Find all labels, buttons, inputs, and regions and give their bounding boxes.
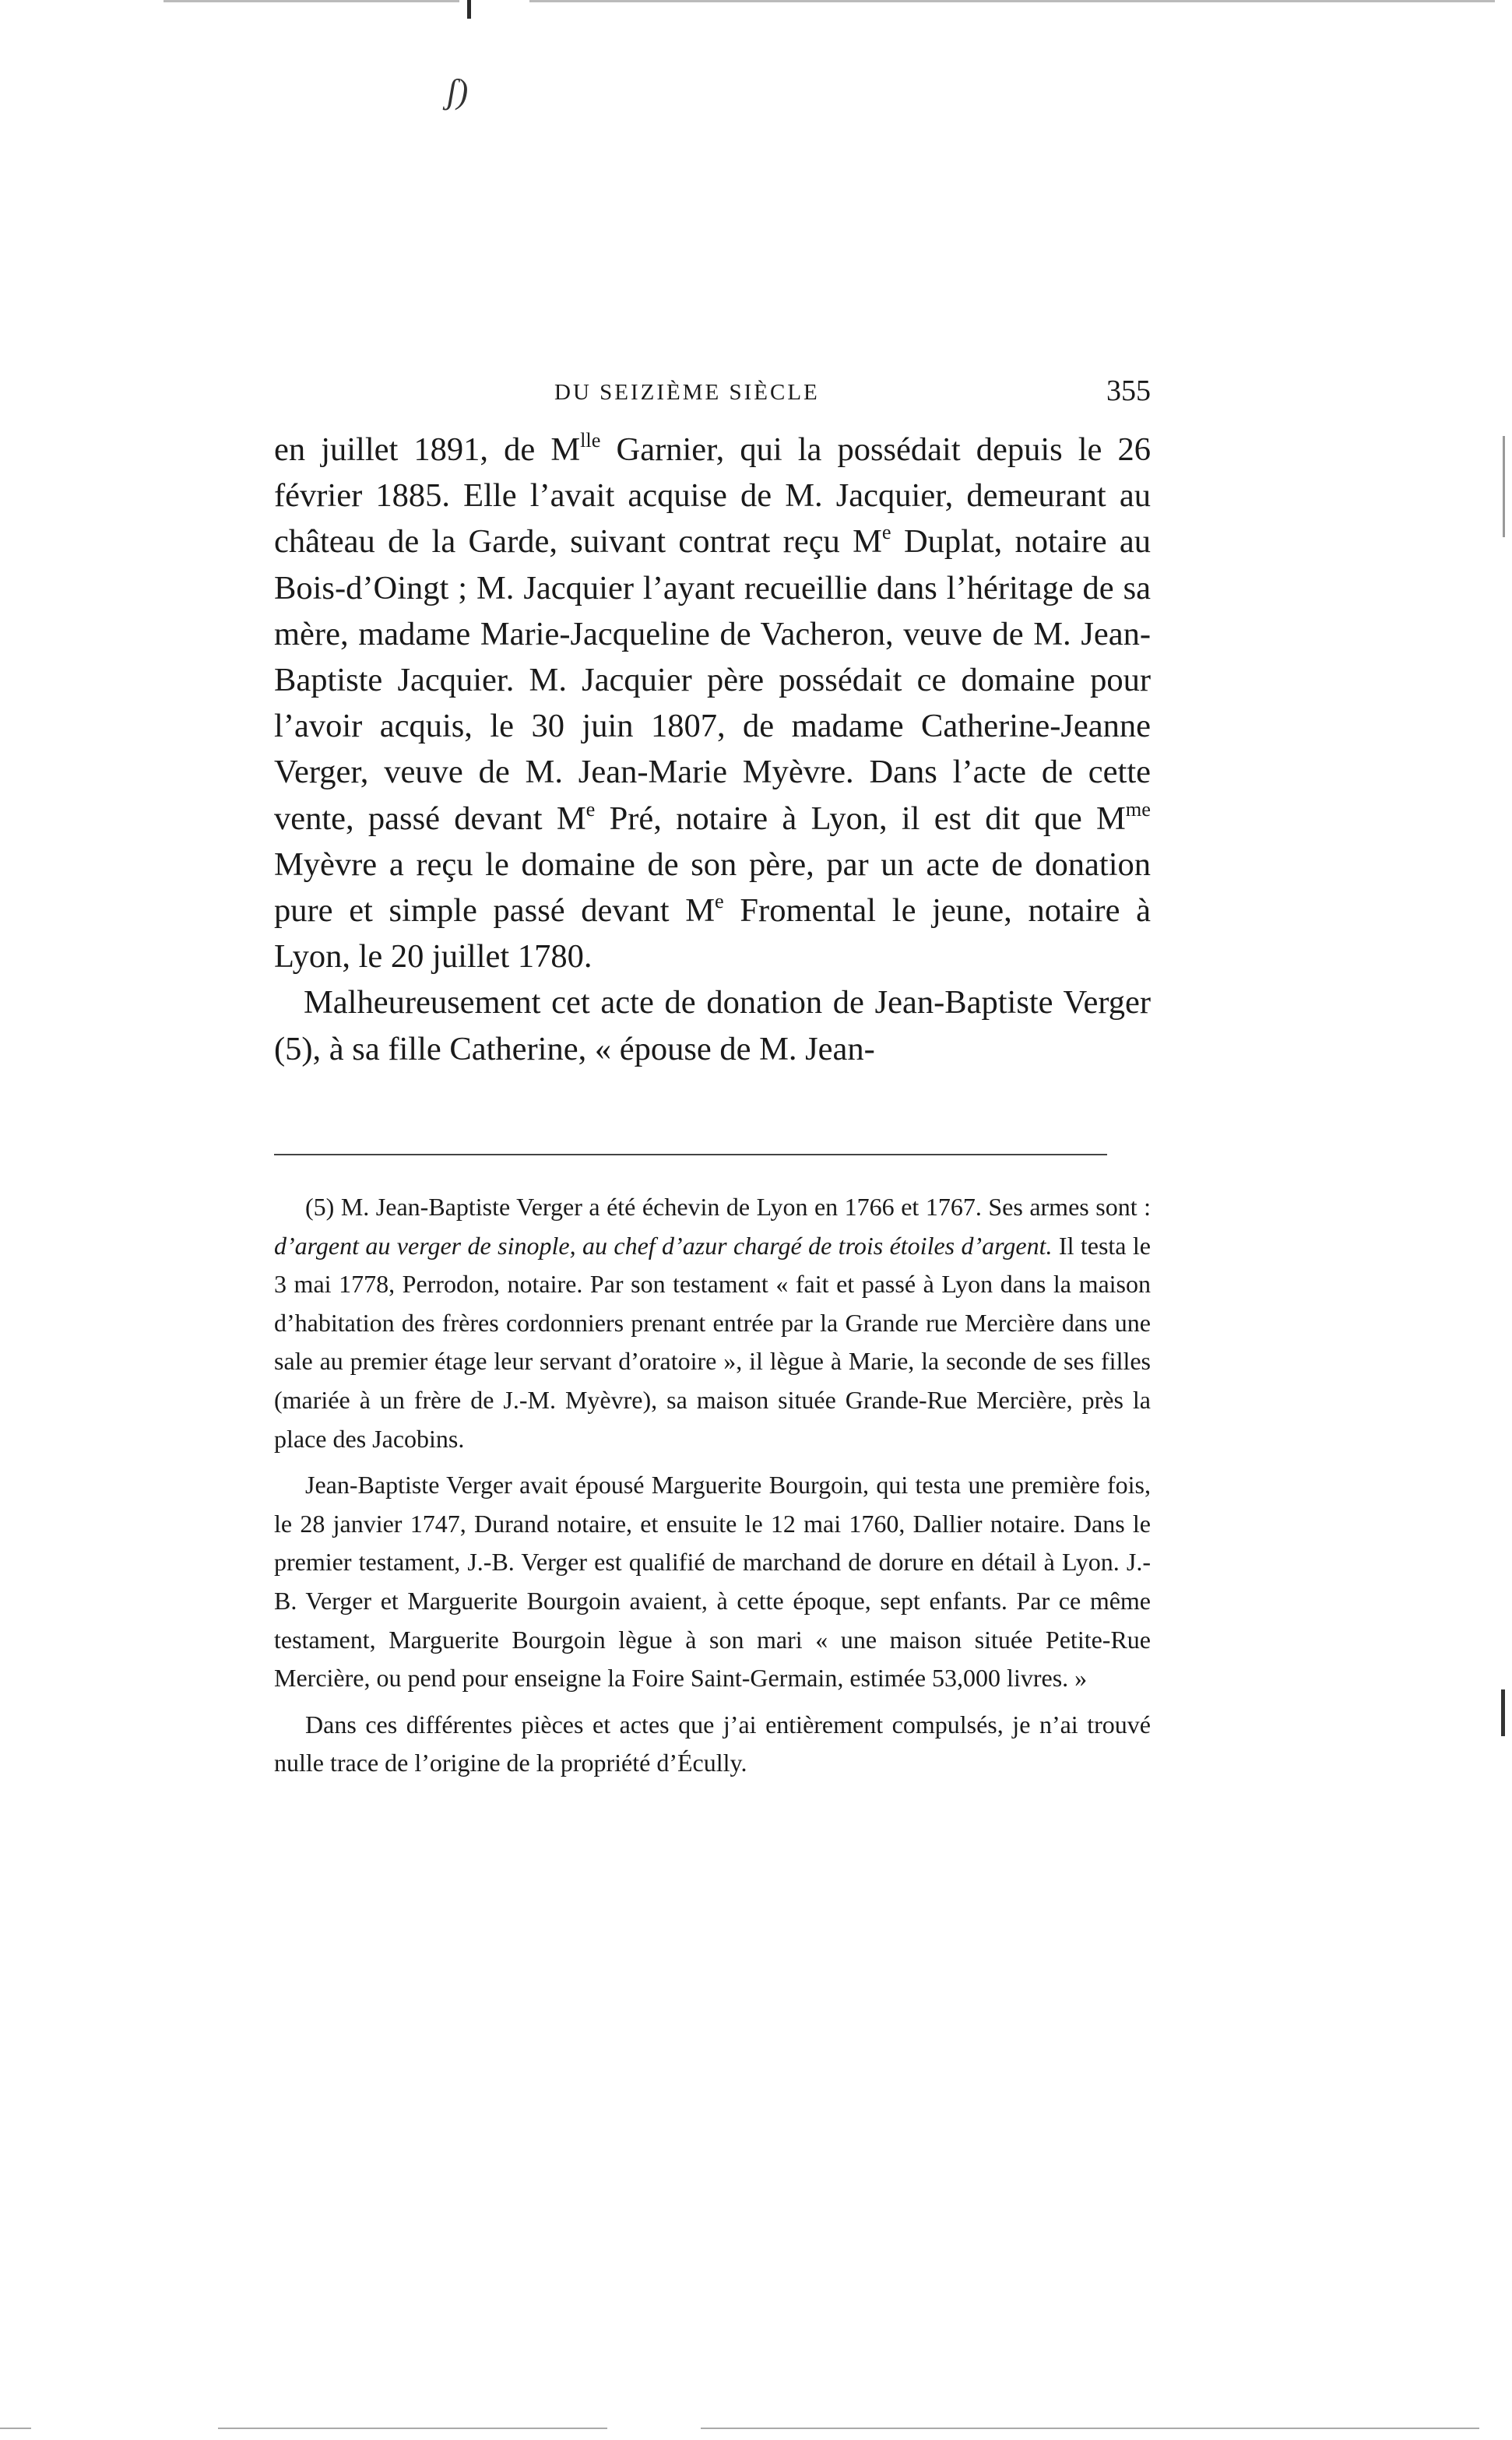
- text-run: Il testa le 3 mai 1778, Perrodon, notaire. Par son testament « fait et passé à Lyon dans la maison d’habitation des frères cordonniers prenant entrée par la Grande rue Mercière dans une sale au premier étage leur servant d’oratoire », il lègue à Marie, la seconde de ses filles (mariée à un frère de J.-M. Myèvre), sa maison située Grande-Rue Mercière, près la place des Jacobins.: [274, 1231, 1152, 1453]
- running-title: DU SEIZIÈME SIÈCLE: [554, 380, 820, 405]
- paragraph-1: [274, 427, 1151, 979]
- scan-right-edge-mark: [1503, 436, 1505, 537]
- superscript: e: [585, 797, 596, 821]
- superscript: e: [881, 521, 891, 544]
- superscript: e: [715, 889, 724, 912]
- text-run: Duplat, notaire au Bois-d’Oingt ; M. Jacquier l’ayant recueillie dans l’héritage de sa mère, madame Marie-Jacqueline de Vacheron, veuve de M. Jean-Baptiste Jacquier. M. Jacquier père possédait ce domaine pour l’avoir acquis, le 30 juin 1807, de madame Catherine-Jeanne Verger, veuve de M. Jean-Marie Myèvre. Dans l’acte de cette vente, passé devant M: [274, 523, 1151, 837]
- scan-top-edge-left: [164, 0, 459, 2]
- text-run: Garnier, qui la possédait depuis le 26 février 1885. Elle l’avait acquise de M. Jacquier, demeurant au château de la Garde, suivant contrat reçu M: [274, 431, 1151, 561]
- footnote-paragraph-2: Jean-Baptiste Verger avait épousé Marguerite Bourgoin, qui testa une première fois, le 28 janvier 1747, Durand notaire, et ensuite le 12 mai 1760, Dallier notaire. Dans le premier testament, J.-B. Verger est qualifié de marchand de dorure en détail à Lyon. J.-B. Verger et Marguerite Bourgoin avaient, à cette époque, sept enfants. Par ce même testament, Marguerite Bourgoin lègue à son mari « une maison située Petite-Rue Mercière, ou pend pour enseigne la Foire Saint-Germain, estimée 53,000 livres. »: [274, 1471, 1151, 1693]
- paragraph-2: Malheureusement cet acte de donation de Jean-Baptiste Verger (5), à sa fille Catherine, « épouse de M. Jean-: [274, 984, 1151, 1067]
- superscript: me: [1125, 797, 1151, 821]
- page-number: 355: [1106, 374, 1151, 407]
- scan-top-edge-right: [529, 0, 1495, 2]
- handwritten-mark: ʃ): [447, 72, 469, 111]
- scan-right-edge-mark-2: [1501, 1689, 1505, 1736]
- blazon-italic: d’argent au verger de sinople, au chef d’azur chargé de trois étoiles d’argent.: [274, 1231, 1053, 1260]
- footnotes: [274, 1188, 1151, 1783]
- text-run: (5) M. Jean-Baptiste Verger a été échevin de Lyon en 1766 et 1767. Ses armes sont :: [305, 1193, 1151, 1221]
- scan-bottom-edge-mid: [218, 2428, 607, 2429]
- running-head: [274, 374, 1151, 420]
- footnote-divider: [274, 1154, 1107, 1155]
- text-run: Fromental le jeune, notaire à Lyon, le 20 juillet 1780.: [274, 892, 1151, 976]
- scan-bottom-edge-right: [701, 2428, 1479, 2429]
- scan-tick-mark: [467, 0, 471, 19]
- scan-bottom-edge-left: [0, 2428, 31, 2429]
- text-run: en juillet 1891, de M: [274, 431, 581, 468]
- main-text: [274, 427, 1151, 1072]
- footnote-5: [274, 1188, 1151, 1458]
- superscript: lle: [580, 428, 601, 452]
- footnote-paragraph-3: Dans ces différentes pièces et actes que j’ai entièrement compulsés, je n’ai trouvé nulle trace de l’origine de la propriété d’Écully.: [274, 1710, 1151, 1777]
- text-run: Pré, notaire à Lyon, il est dit que M: [595, 800, 1126, 837]
- text-run: Myèvre a reçu le domaine de son père, par un acte de donation pure et simple passé devant M: [274, 846, 1151, 930]
